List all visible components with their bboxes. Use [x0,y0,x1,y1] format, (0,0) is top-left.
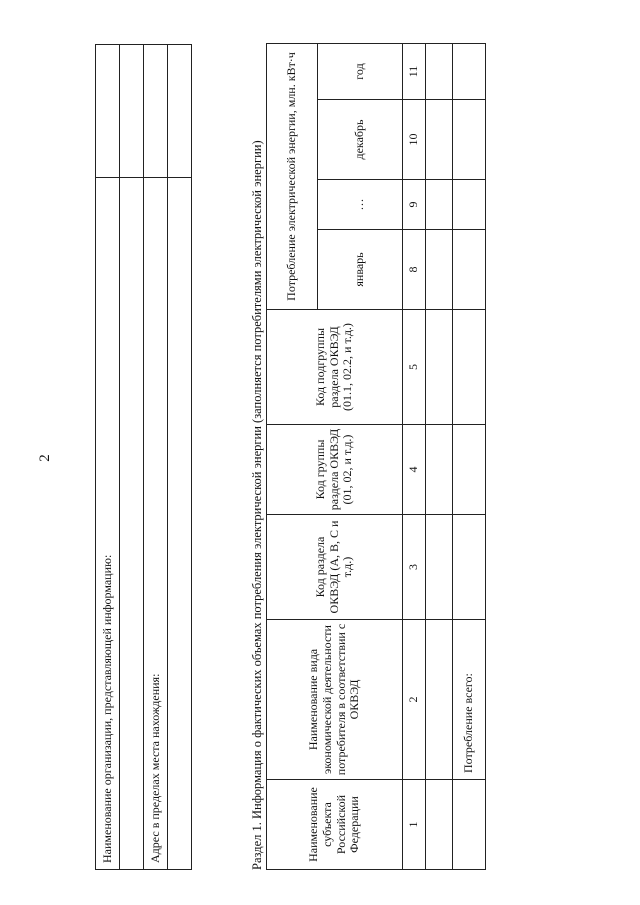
table-cell [453,180,486,230]
column-number: 1 [403,780,426,870]
table-cell [426,180,453,230]
table-cell [453,515,486,620]
table-cell [453,230,486,310]
table-row [426,43,453,869]
org-name-row [96,45,120,870]
address-value [144,45,168,178]
column-number: 2 [403,620,426,780]
org-name-row-blank [120,45,144,870]
header-row [267,43,318,869]
address-row [144,45,168,870]
table-cell [426,515,453,620]
rotated-page-content [40,30,600,870]
blank-cell [120,178,144,870]
header-subgroup-code: Код подгруппы раздела ОКВЭД (01.1, 02.2, и т.д.) [267,310,403,425]
header-january: январь [318,230,403,310]
blank-cell [168,45,192,178]
header-ellipsis: … [318,180,403,230]
table-cell [453,425,486,515]
consumption-table [266,43,486,870]
column-number: 4 [403,425,426,515]
header-december: декабрь [318,100,403,180]
column-number: 11 [403,43,426,99]
table-cell [453,780,486,870]
column-number: 8 [403,230,426,310]
org-name-value [96,45,120,178]
org-name-label: Наименование организации, представляющей информацию: [96,178,120,870]
table-cell [426,43,453,99]
header-consumption: Потребление электрической энергии, млн. кВт·ч [267,43,318,309]
header-subject: Наименование субъекта Российской Федерации [267,780,403,870]
total-row [453,43,486,869]
column-numbers-row [403,43,426,869]
header-year: год [318,43,403,99]
column-number: 3 [403,515,426,620]
header-section-code: Код раздела ОКВЭД (A, B, C и т.д.) [267,515,403,620]
table-cell [426,310,453,425]
blank-cell [120,45,144,178]
address-label: Адрес в пределах места нахождения: [144,178,168,870]
organization-info-table [95,44,192,870]
table-cell [453,100,486,180]
blank-cell [168,178,192,870]
table-cell [426,425,453,515]
column-number: 9 [403,180,426,230]
header-activity: Наименование вида экономической деятельности потребителя в соответствии с ОКВЭД [267,620,403,780]
address-row-blank [168,45,192,870]
column-number: 5 [403,310,426,425]
table-cell [453,310,486,425]
column-number: 10 [403,100,426,180]
total-label: Потребление всего: [453,620,486,780]
table-cell [453,43,486,99]
section-title: Раздел 1. Информация о фактических объемах потребления электрической энергии (заполняется потребителями электрической энергии) [250,140,264,870]
table-cell [426,100,453,180]
table-cell [426,620,453,780]
table-cell [426,780,453,870]
page-number: 2 [37,454,53,462]
header-group-code: Код группы раздела ОКВЭД (01, 02, и т.д.) [267,425,403,515]
table-cell [426,230,453,310]
